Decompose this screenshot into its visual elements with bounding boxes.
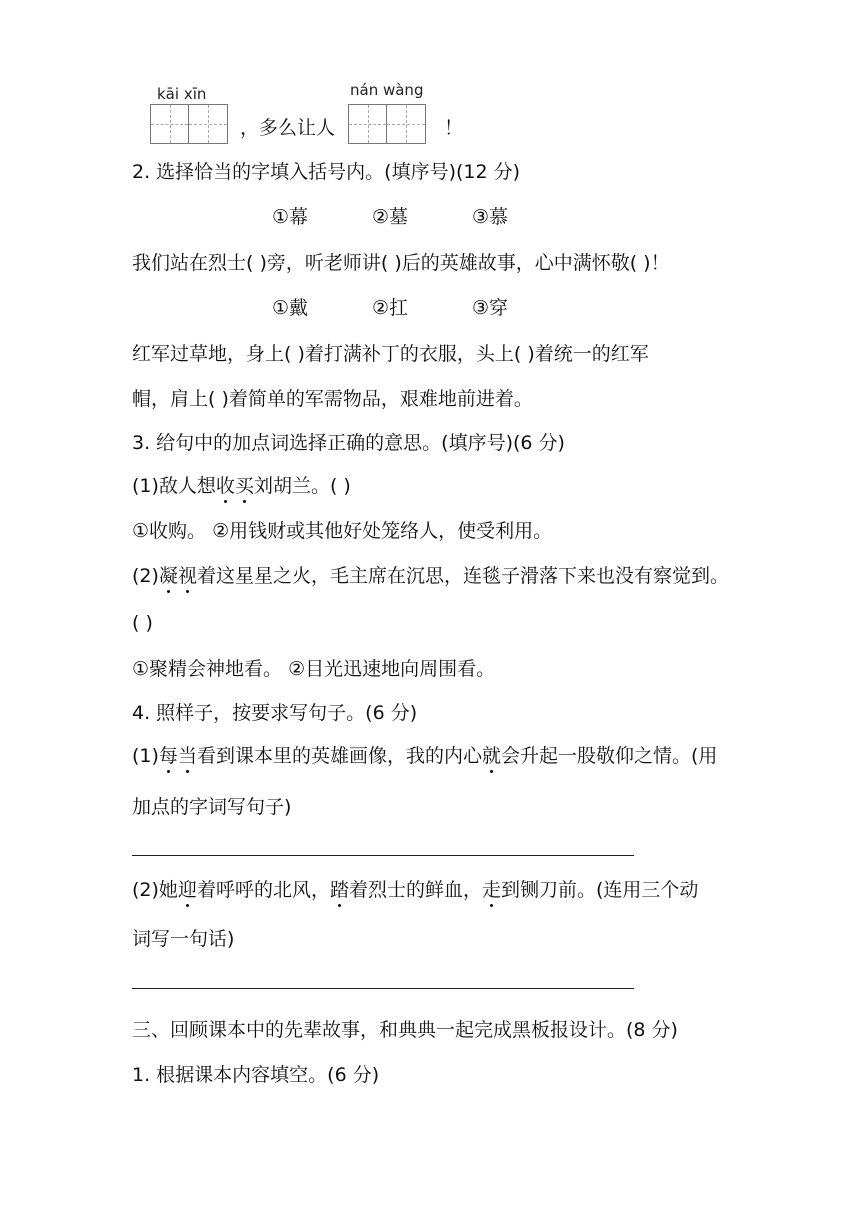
text-span: 刘胡兰。( ) <box>253 475 351 497</box>
q3-sentence-1 <box>132 474 351 498</box>
q2-group2-options <box>272 296 572 320</box>
option-item: ②扛 <box>372 297 409 319</box>
tianzi-grid-1[interactable] <box>150 104 228 144</box>
top-line-text: ，多么让人 <box>240 117 336 139</box>
q4-heading: 4. 照样子，按要求写句子。(6 分) <box>132 702 418 724</box>
text-span: (1)敌人想 <box>132 475 216 497</box>
dotted-char: 每 <box>158 745 178 767</box>
option-item: ③慕 <box>472 206 509 228</box>
text-span: 看到课本里的英雄画像，我的内心 <box>196 745 482 767</box>
top-line-exclaim: ！ <box>444 117 464 139</box>
option-item: ③穿 <box>472 297 509 319</box>
q4-sentence-2 <box>132 878 698 902</box>
q3-heading: 3. 给句中的加点词选择正确的意思。(填序号)(6 分) <box>132 432 565 454</box>
dotted-char: 迎 <box>177 879 197 901</box>
section3-q1: 1. 根据课本内容填空。(6 分) <box>132 1064 380 1086</box>
dotted-char: 当 <box>177 745 197 767</box>
q3-sentence-2-options: ①聚精会神地看。 ②目光迅速地向周围看。 <box>132 658 496 680</box>
q2-heading: 2. 选择恰当的字填入括号内。(填序号)(12 分) <box>132 161 521 183</box>
tianzi-cell[interactable] <box>189 105 227 143</box>
pinyin-nanwang: nán wàng <box>350 81 424 99</box>
q3-sentence-2 <box>132 564 729 588</box>
tianzi-cell[interactable] <box>387 105 425 143</box>
text-span: 着这星星之火，毛主席在沉思，连毯子滑落下来也没有察觉到。 <box>196 565 729 587</box>
option-item: ①幕 <box>272 206 309 228</box>
tianzi-cell[interactable] <box>349 105 387 143</box>
q4-sentence-2-line2: 词写一句话) <box>132 928 235 950</box>
text-span: 着呼呼的北风， <box>196 879 330 901</box>
q3-sentence-2-blank[interactable]: ( ) <box>132 612 153 634</box>
text-span: (2) <box>132 565 159 587</box>
q2-group2-sentence-2: 帽，肩上( )着简单的军需物品，艰难地前进着。 <box>132 388 533 410</box>
text-span: 会升起一股敬仰之情。(用 <box>500 745 718 767</box>
text-span: (1) <box>132 745 159 767</box>
q4-sentence-1 <box>132 744 717 768</box>
q4-sentence-1-line2: 加点的字词写句子) <box>132 796 292 818</box>
q3-sentence-1-options: ①收购。 ②用钱财或其他好处笼络人，使受利用。 <box>132 520 553 542</box>
dotted-char: 走 <box>481 879 501 901</box>
option-item: ②墓 <box>372 206 409 228</box>
dotted-char: 买 <box>234 475 254 497</box>
tianzi-cell[interactable] <box>151 105 189 143</box>
dotted-char: 踏 <box>329 879 349 901</box>
dotted-char: 凝 <box>158 565 178 587</box>
dotted-char: 就 <box>481 745 501 767</box>
dotted-char: 视 <box>177 565 197 587</box>
option-item: ①戴 <box>272 297 309 319</box>
answer-line[interactable] <box>132 855 634 856</box>
section3-heading: 三、回顾课本中的先辈故事，和典典一起完成黑板报设计。(8 分) <box>132 1019 678 1041</box>
dotted-char: 收 <box>215 475 235 497</box>
answer-line[interactable] <box>132 988 634 989</box>
text-span: 着烈士的鲜血， <box>348 879 482 901</box>
q2-group2-sentence-1: 红军过草地，身上( )着打满补丁的衣服，头上( )着统一的红军 <box>132 343 649 365</box>
text-span: 到铡刀前。(连用三个动 <box>501 879 699 901</box>
q2-group1-sentence: 我们站在烈士( )旁，听老师讲( )后的英雄故事，心中满怀敬( )！ <box>132 252 670 274</box>
text-span: (2)她 <box>132 879 178 901</box>
q2-group1-options <box>272 205 572 229</box>
tianzi-grid-2[interactable] <box>348 104 426 144</box>
pinyin-kaixin: kāi xīn <box>157 85 207 103</box>
